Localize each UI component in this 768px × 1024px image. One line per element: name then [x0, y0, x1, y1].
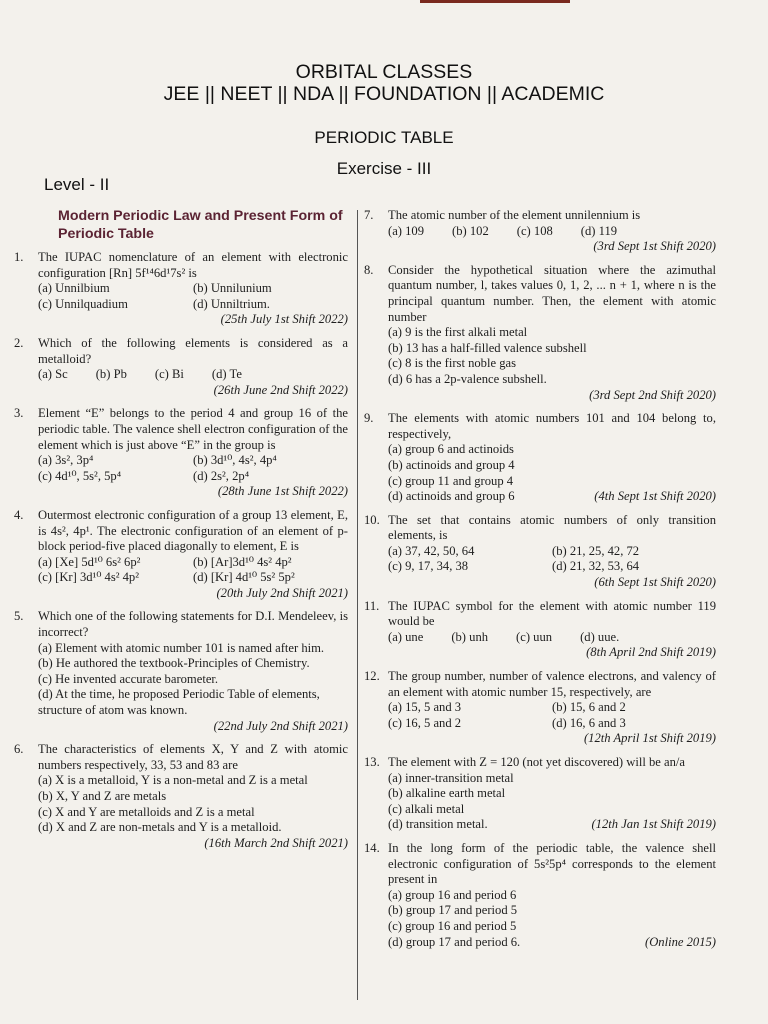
question-text: The group number, number of valence electrons, and valency of an element with atomic number 15, respectively, are [388, 669, 716, 699]
question-number: 1. [14, 250, 24, 264]
question-source: (20th July 2nd Shift 2021) [216, 585, 348, 600]
option-b[interactable]: (b) [Ar]3d¹⁰ 4s² 4p² [193, 554, 292, 569]
question-text: The IUPAC symbol for the element with atomic number 119 would be [388, 598, 716, 629]
question-text: Element “E” belongs to the period 4 and group 16 of the periodic table. The valence shell electron configuration of the element which is just above “E” in the group is [38, 406, 348, 452]
option-d[interactable]: (d) 119 [580, 223, 618, 238]
question-source: (6th Sept 1st Shift 2020) [594, 575, 716, 590]
question-text: The characteristics of elements X, Y and Z with atomic numbers respectively, 33, 53 and 83 are [38, 742, 348, 772]
question-3 [14, 406, 348, 500]
question-text: The atomic number of the element unnilennium is [388, 208, 641, 222]
option-b[interactable]: (b) 21, 25, 42, 72 [552, 543, 640, 558]
option-c[interactable]: (c) He invented accurate barometer. [38, 671, 219, 686]
option-a[interactable]: (a) X is a metalloid, Y is a non-metal and Z is a metal [38, 773, 308, 788]
option-c[interactable]: (c) 8 is the first noble gas [388, 356, 517, 371]
option-b[interactable]: (b) group 17 and period 5 [388, 903, 518, 918]
question-number: 2. [14, 335, 24, 350]
question-number: 14. [364, 840, 380, 855]
question-source: (22nd July 2nd Shift 2021) [213, 718, 348, 733]
question-number: 7. [364, 208, 374, 222]
option-d[interactable]: (d) At the time, he proposed Periodic Table of elements, structure of atom was known. [38, 687, 320, 718]
option-b[interactable]: (b) alkaline earth metal [388, 786, 506, 801]
left-column [14, 208, 348, 859]
question-number: 11. [364, 598, 380, 613]
question-text: The elements with atomic numbers 101 and 104 belong to, respectively, [388, 411, 716, 441]
option-c[interactable]: (c) alkali metal [388, 801, 465, 816]
question-source: (Online 2015) [645, 934, 716, 949]
question-4 [14, 508, 348, 602]
option-c[interactable]: (c) X and Y are metalloids and Z is a metal [38, 804, 255, 819]
question-source: (3rd Sept 1st Shift 2020) [593, 239, 716, 254]
option-c[interactable]: (c) Bi [154, 367, 184, 382]
question-6 [14, 742, 348, 851]
question-number: 4. [14, 507, 24, 522]
option-d[interactable]: (d) [Kr] 4d¹⁰ 5s² 5p² [193, 570, 295, 585]
option-c[interactable]: (c) 9, 17, 34, 38 [388, 559, 469, 574]
question-source: (25th July 1st Shift 2022) [220, 312, 348, 327]
option-d[interactable]: (d) uue. [580, 629, 620, 644]
question-12 [364, 669, 716, 747]
question-number: 12. [364, 669, 380, 684]
institute-name: ORBITAL CLASSES [295, 61, 473, 83]
option-c[interactable]: (c) group 11 and group 4 [388, 473, 514, 488]
question-5 [14, 609, 348, 734]
option-d[interactable]: (d) Te [211, 367, 242, 382]
courses-line: JEE || NEET || NDA || FOUNDATION || ACADEMIC [163, 83, 605, 105]
question-8 [364, 263, 716, 403]
option-a[interactable]: (a) une [388, 629, 424, 644]
option-b[interactable]: (b) actinoids and group 4 [388, 457, 515, 472]
option-d[interactable]: (d) group 17 and period 6. [388, 934, 521, 949]
option-b[interactable]: (b) X, Y and Z are metals [38, 789, 167, 803]
option-c[interactable]: (c) Unnilquadium [38, 296, 128, 311]
subject-title: PERIODIC TABLE [314, 128, 454, 147]
question-number: 13. [364, 755, 380, 769]
option-a[interactable]: (a) 15, 5 and 3 [388, 700, 462, 715]
option-a[interactable]: (a) Element with atomic number 101 is named after him. [38, 640, 325, 655]
option-d[interactable]: (d) 16, 6 and 3 [552, 715, 626, 730]
question-source: (26th June 2nd Shift 2022) [213, 382, 348, 397]
option-b[interactable]: (b) unh [451, 629, 489, 644]
option-c[interactable]: (c) 4d¹⁰, 5s², 5p⁴ [38, 468, 122, 483]
option-d[interactable]: (d) actinoids and group 6 [388, 489, 515, 504]
page-edge-mark [420, 0, 570, 3]
option-b[interactable]: (b) 15, 6 and 2 [552, 700, 626, 715]
question-text: Which one of the following statements for D.I. Mendeleev, is incorrect? [38, 609, 348, 640]
column-divider [357, 210, 358, 1000]
question-text: Outermost electronic configuration of a group 13 element, E, is 4s², 4p¹. The electronic configuration of an element of p-block period-five placed diagonally to element, E is [38, 507, 348, 554]
question-text: Which of the following elements is considered as a metalloid? [38, 335, 348, 366]
option-a[interactable]: (a) Unnilbium [38, 281, 110, 296]
option-a[interactable]: (a) Sc [38, 367, 68, 382]
option-b[interactable]: (b) 13 has a half-filled valence subshell [388, 340, 587, 355]
option-d[interactable]: (d) 6 has a 2p-valence subshell. [388, 371, 547, 386]
question-source: (12th April 1st Shift 2019) [583, 731, 716, 746]
question-text: The IUPAC nomenclature of an element with electronic configuration [Rn] 5f¹⁴6d¹7s² is [38, 250, 348, 280]
question-2 [14, 336, 348, 398]
question-7 [364, 208, 716, 255]
option-b[interactable]: (b) Unnilunium [193, 281, 272, 296]
question-source: (3rd Sept 2nd Shift 2020) [589, 387, 716, 402]
option-a[interactable]: (a) group 16 and period 6 [388, 887, 517, 902]
option-b[interactable]: (b) Pb [95, 367, 127, 382]
option-a[interactable]: (a) 3s², 3p⁴ [38, 453, 94, 468]
option-c[interactable]: (c) 108 [516, 223, 553, 238]
option-c[interactable]: (c) uun [516, 629, 553, 644]
option-d[interactable]: (d) 21, 32, 53, 64 [552, 559, 640, 574]
option-b[interactable]: (b) He authored the textbook-Principles of Chemistry. [38, 656, 310, 671]
level-label: Level - II [44, 175, 110, 194]
question-source: (12th Jan 1st Shift 2019) [591, 817, 716, 832]
exercise-title: Exercise - III [336, 159, 432, 178]
option-a[interactable]: (a) [Xe] 5d¹⁰ 6s² 6p² [38, 554, 141, 569]
option-c[interactable]: (c) [Kr] 3d¹⁰ 4s² 4p² [38, 570, 140, 585]
option-b[interactable]: (b) 102 [452, 223, 489, 238]
question-1 [14, 250, 348, 328]
question-source: (8th April 2nd Shift 2019) [586, 645, 716, 660]
question-10 [364, 513, 716, 591]
question-source: (16th March 2nd Shift 2021) [204, 835, 348, 850]
option-d[interactable]: (d) 2s², 2p⁴ [193, 468, 250, 483]
question-source: (4th Sept 1st Shift 2020) [594, 489, 716, 504]
option-a[interactable]: (a) 37, 42, 50, 64 [388, 543, 475, 558]
section-heading: Modern Periodic Law and Present Form of Periodic Table [58, 208, 343, 242]
option-d[interactable]: (d) X and Z are non-metals and Y is a metalloid. [38, 820, 282, 835]
option-a[interactable]: (a) group 6 and actinoids [388, 442, 514, 457]
question-number: 10. [364, 512, 380, 527]
question-source: (28th June 1st Shift 2022) [217, 484, 348, 499]
question-number: 6. [14, 742, 24, 757]
question-text: The element with Z = 120 (not yet discovered) will be an/a [388, 755, 686, 769]
option-d[interactable]: (d) Unniltrium. [193, 296, 270, 311]
question-number: 5. [14, 609, 24, 624]
option-a[interactable]: (a) inner-transition metal [388, 770, 514, 785]
option-b[interactable]: (b) 3d¹⁰, 4s², 4p⁴ [193, 453, 277, 468]
question-14 [364, 841, 716, 950]
option-c[interactable]: (c) 16, 5 and 2 [388, 715, 462, 730]
question-number: 9. [364, 411, 374, 426]
question-text: Consider the hypothetical situation where the azimuthal quantum number, l, takes values 0, 1, 2, ... n + 1, where n is the principal quantum number. Then, the element with atomic number [388, 262, 716, 324]
question-11 [364, 599, 716, 661]
question-number: 8. [364, 262, 374, 277]
question-text: In the long form of the periodic table, the valence shell electronic configuration of 5s²5p⁴ corresponds to the element present in [388, 840, 716, 887]
option-a[interactable]: (a) 109 [388, 223, 425, 238]
option-c[interactable]: (c) group 16 and period 5 [388, 918, 517, 933]
question-text: The set that contains atomic numbers of only transition elements, is [388, 512, 716, 543]
question-number: 3. [14, 406, 24, 421]
question-13 [364, 755, 716, 833]
right-column [364, 208, 716, 958]
option-a[interactable]: (a) 9 is the first alkali metal [388, 325, 528, 340]
option-d[interactable]: (d) transition metal. [388, 817, 488, 832]
question-9 [364, 411, 716, 505]
